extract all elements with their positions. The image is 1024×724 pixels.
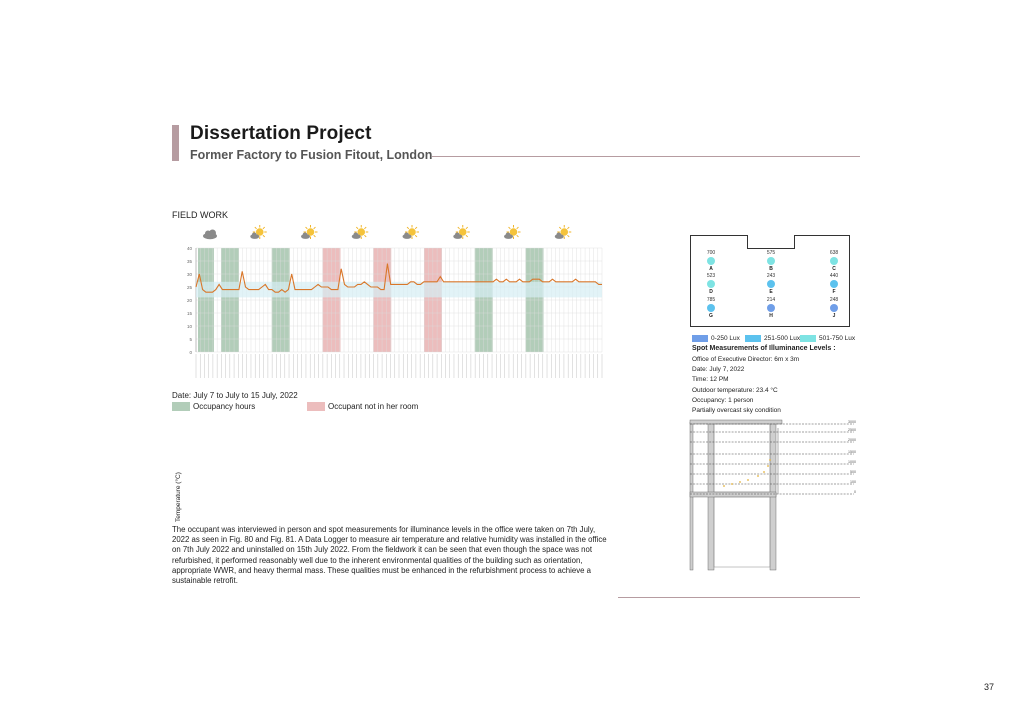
illuminance-point (769, 459, 771, 461)
illuminance-spot (707, 280, 715, 288)
illuminance-point (739, 481, 741, 483)
spot-label: J (832, 313, 836, 319)
illuminance-spot (767, 257, 775, 265)
illuminance-legend-swatch (692, 335, 708, 342)
title-accent-bar (172, 125, 179, 161)
y-tick-label: 15 (186, 311, 192, 316)
spot-value: 700 (706, 250, 716, 256)
illuminance-detail-line: Partially overcast sky condition (692, 407, 781, 414)
spot-value: 523 (706, 273, 716, 279)
weather-icons-row (203, 225, 571, 239)
illuminance-spot (767, 280, 775, 288)
section-scale-label: 1500 (848, 450, 856, 454)
y-axis-label: Temperature (°C) (175, 472, 182, 522)
illuminance-point (731, 483, 733, 485)
illuminance-detail-line: Occupancy: 1 person (692, 396, 754, 404)
section-scale-label: 2000 (848, 438, 856, 442)
section-label: FIELD WORK (172, 210, 229, 220)
spot-label: F (832, 289, 836, 295)
cloud-icon (203, 230, 217, 240)
y-tick-label: 0 (189, 350, 192, 355)
section-scale-label: 0 (854, 490, 856, 494)
sun-cloud-icon (453, 225, 470, 239)
illuminance-detail-line: Time: 12 PM (692, 376, 729, 384)
illuminance-point (767, 465, 769, 467)
date-range: Date: July 7 to July to 15 July, 2022 (172, 391, 298, 400)
illuminance-detail-line: Outdoor temperature: 23.4 °C (692, 386, 778, 394)
daylight-section-drawing (686, 414, 866, 574)
y-tick-label: 35 (186, 259, 192, 264)
spot-value: 638 (829, 250, 839, 256)
illuminance-point (747, 479, 749, 481)
spot-value: 785 (706, 297, 716, 303)
page-number: 37 (984, 682, 995, 692)
illuminance-detail-line: Date: July 7, 2022 (692, 366, 745, 374)
spot-label: H (769, 313, 773, 319)
section-scale-label: 100 (850, 480, 856, 484)
spot-value: 214 (766, 297, 776, 303)
legend-label-not-in-room: Occupant not in her room (328, 402, 419, 411)
sun-cloud-icon (504, 225, 521, 239)
y-tick-label: 10 (186, 324, 192, 329)
header-divider (432, 156, 860, 157)
spot-value: 440 (829, 273, 839, 279)
sun-cloud-icon (301, 225, 318, 239)
spot-label: A (709, 266, 713, 272)
footer-divider (618, 597, 860, 598)
section-scale-label: 500 (850, 470, 856, 474)
illuminance-point (757, 475, 759, 477)
spot-value: 248 (829, 297, 839, 303)
spot-value: 243 (766, 273, 776, 279)
illuminance-legend-swatch (800, 335, 816, 342)
sun-cloud-icon (352, 225, 369, 239)
sun-cloud-icon (403, 225, 420, 239)
spot-label: C (832, 266, 836, 272)
y-tick-label: 5 (189, 337, 192, 342)
illuminance-point (763, 471, 765, 473)
spot-label: E (769, 289, 773, 295)
illuminance-legend-label: 501-750 Lux (819, 335, 856, 342)
page-subtitle: Former Factory to Fusion Fitout, London (190, 148, 433, 162)
y-tick-label: 30 (186, 272, 192, 277)
plan-alcove (747, 235, 795, 249)
illuminance-legend-swatch (745, 335, 761, 342)
illuminance-heading: Spot Measurements of Illuminance Levels : (692, 345, 836, 352)
spot-value: 575 (766, 250, 776, 256)
body-paragraph: The occupant was interviewed in person and spot measurements for illuminance levels in the office were taken on 7th July, 2022 as seen in Fig. 80 and Fig. 81. A Data Logger to measure air temperature and relative humidity was installed in the office on 7th July 2022 and uninstalled on 15th July 2022. From the fieldwork it can be seen that even though the space was not refurbished, it performed reasonably well due to the inherent environmental qualities of the building such as orientation, appropriate WWR, and heavy thermal mass. These qualities must be enhanced in the refurbishment process to achieve a sustainable retrofit. (172, 525, 607, 586)
illuminance-spot (830, 280, 838, 288)
section-scale-label: 3000 (848, 420, 856, 424)
y-tick-label: 40 (186, 246, 192, 251)
illuminance-spot (830, 257, 838, 265)
spot-label: G (709, 313, 713, 319)
illuminance-spot (767, 304, 775, 312)
illuminance-spot (707, 257, 715, 265)
sun-cloud-icon (555, 225, 572, 239)
illuminance-legend-label: 0-250 Lux (711, 335, 740, 342)
illuminance-legend-label: 251-500 Lux (764, 335, 801, 342)
page-title: Dissertation Project (190, 123, 372, 144)
illuminance-spot (830, 304, 838, 312)
illuminance-detail-line: Office of Executive Director: 6m x 3m (692, 356, 800, 363)
section-scale-label: 2500 (848, 428, 856, 432)
y-tick-label: 25 (186, 285, 192, 290)
sun-cloud-icon (250, 225, 267, 239)
spot-label: B (769, 266, 773, 272)
y-tick-label: 20 (186, 298, 192, 303)
section-slab (690, 492, 776, 497)
illuminance-point (723, 485, 725, 487)
legend-swatch-not-in-room (307, 402, 325, 411)
legend-label-occupancy: Occupancy hours (193, 402, 256, 411)
legend-swatch-occupancy (172, 402, 190, 411)
illuminance-spot (707, 304, 715, 312)
section-scale-label: 1000 (848, 460, 856, 464)
spot-label: D (709, 289, 713, 295)
